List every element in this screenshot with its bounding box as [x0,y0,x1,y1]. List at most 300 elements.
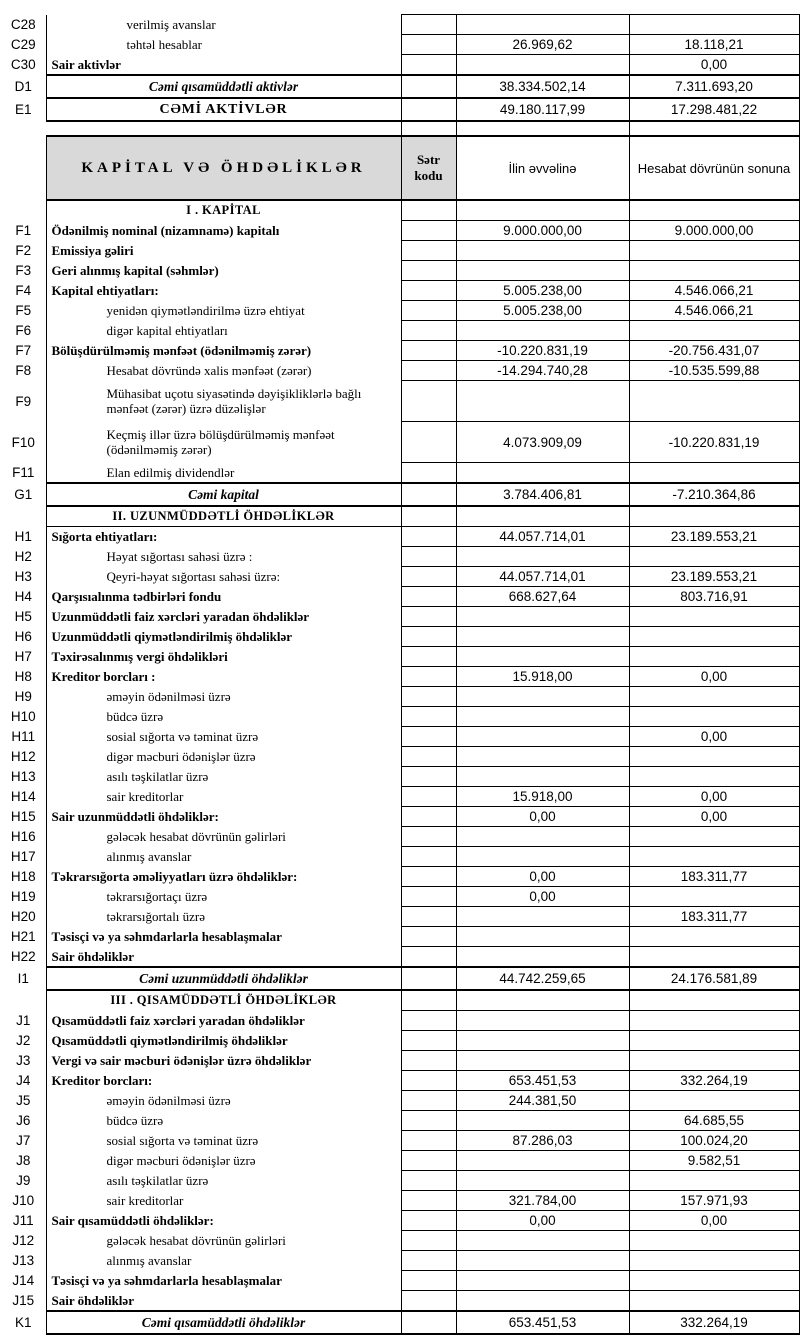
gutter-cell [1,136,46,200]
row-code-cell [401,15,456,35]
row-code-cell [401,1231,456,1251]
table-gap-row [1,121,799,135]
table-row [1,1251,799,1271]
value-end-cell: -7.210.364,86 [629,483,799,506]
table-row [1,887,799,907]
value-start-cell [456,463,629,484]
row-code-cell [401,1171,456,1191]
value-start-cell [456,321,629,341]
table-row [1,1311,799,1334]
row-code: H11 [11,729,36,744]
row-code-cell [401,35,456,55]
table-header-row [1,136,799,200]
gap-value-start-cell [456,121,629,135]
row-code: J1 [16,1013,31,1028]
row-label: təhtəl hesablar [46,35,401,55]
row-label: Mühasibat uçotu siyasətində dəyişikliklərlə bağlı mənfəət (zərər) üzrə düzəlişlər [46,381,401,422]
value-end-cell: 0,00 [629,55,799,76]
value-start-cell [456,727,629,747]
row-code: K1 [14,1315,32,1330]
row-code: F10 [11,434,35,450]
table-row [1,1131,799,1151]
value-end-cell: -10.535.599,88 [629,361,799,381]
gap-label-cell [46,121,401,135]
value-end-cell: 24.176.581,89 [629,967,799,990]
value-start-cell [456,907,629,927]
row-label: təkrarsığortaçı üzrə [46,887,401,907]
table-row [1,1231,799,1251]
table-row [1,341,799,361]
value-end-cell [629,1271,799,1291]
row-code-cell [401,1011,456,1031]
row-label: Uzunmüddətli faiz xərcləri yaradan öhdəliklər [46,607,401,627]
row-label: Cəmi qısamüddətli öhdəliklər [46,1311,401,1334]
table-row [1,1271,799,1291]
value-start-cell [456,15,629,35]
value-start-cell [456,381,629,422]
value-end-cell: 0,00 [629,727,799,747]
table-row [1,667,799,687]
value-end-cell [629,767,799,787]
table-row [1,1031,799,1051]
value-end-cell [629,707,799,727]
row-label: büdcə üzrə [46,1111,401,1131]
value-end-cell [629,1051,799,1071]
row-code-cell [401,281,456,301]
row-label: verilmiş avanslar [46,15,401,35]
value-start-cell [456,607,629,627]
row-code-cell [401,321,456,341]
value-start-cell: 5.005.238,00 [456,281,629,301]
row-code-cell [401,55,456,76]
row-code: H6 [14,629,32,644]
row-label: asılı təşkilatlar üzrə [46,1171,401,1191]
value-end-cell: 7.311.693,20 [629,75,799,98]
row-code-cell [401,1251,456,1271]
row-label: sair kreditorlar [46,787,401,807]
value-end-cell [629,1031,799,1051]
table-row [1,627,799,647]
row-code-cell [401,927,456,947]
row-code: H10 [10,709,36,724]
row-code: J3 [16,1053,31,1068]
table-row [1,527,799,547]
value-end-cell: 17.298.481,22 [629,98,799,121]
row-code-cell [401,967,456,990]
table-row [1,990,799,1011]
row-label: Kreditor borcları: [46,1071,401,1091]
value-end-cell: 183.311,77 [629,907,799,927]
value-start-cell [456,1031,629,1051]
row-code: F5 [15,303,32,318]
value-start-cell [456,707,629,727]
value-start-cell: 9.000.000,00 [456,221,629,241]
table-row [1,747,799,767]
row-code: F4 [15,283,32,298]
row-code-cell [401,807,456,827]
row-label: Cəmi qısamüddətli aktivlər [46,75,401,98]
value-start-cell: 4.073.909,09 [456,422,629,463]
table-row [1,1051,799,1071]
row-code-cell [401,767,456,787]
value-start-cell [456,1111,629,1131]
row-code-cell [401,567,456,587]
value-start-cell [456,1051,629,1071]
table-row [1,607,799,627]
row-label: Təkrarsığorta əməliyyatları üzrə öhdəliklər: [46,867,401,887]
row-label: Təsisçi və ya səhmdarlarla hesablaşmalar [46,927,401,947]
table-row [1,301,799,321]
row-code-cell [401,527,456,547]
value-start-cell: 44.057.714,01 [456,567,629,587]
value-end-cell [629,747,799,767]
row-label: Qeyri-həyat sığortası sahəsi üzrə: [46,567,401,587]
value-start-cell [456,747,629,767]
value-start-cell [456,1151,629,1171]
value-end-cell [629,607,799,627]
value-end-cell [629,687,799,707]
value-start-cell: -10.220.831,19 [456,341,629,361]
row-label: əməyin ödənilməsi üzrə [46,1091,401,1111]
value-start-cell [456,1291,629,1312]
row-code-cell [401,301,456,321]
row-code: H15 [10,809,36,824]
value-end-cell: 803.716,91 [629,587,799,607]
row-code: J7 [16,1133,31,1148]
value-end-cell: 23.189.553,21 [629,527,799,547]
table-row [1,35,799,55]
row-code: H3 [14,569,32,584]
row-code-cell [401,1111,456,1131]
row-code-cell [401,506,456,527]
value-start-cell [456,1171,629,1191]
table-row [1,422,799,463]
table-row [1,1071,799,1091]
value-start-cell: 3.784.406,81 [456,483,629,506]
value-end-cell [629,506,799,527]
row-label: CƏMİ AKTİVLƏR [46,98,401,121]
table-row [1,567,799,587]
table-row [1,967,799,990]
value-start-cell: 0,00 [456,1211,629,1231]
row-code [1,506,46,527]
value-start-cell [456,547,629,567]
row-code: J5 [16,1093,31,1108]
row-code: H18 [10,869,36,884]
value-end-cell: 64.685,55 [629,1111,799,1131]
value-start-cell: -14.294.740,28 [456,361,629,381]
row-code: D1 [14,79,32,94]
row-code: C29 [10,37,36,52]
table-row [1,907,799,927]
table-row [1,321,799,341]
value-end-cell: 9.582,51 [629,1151,799,1171]
row-label: əməyin ödənilməsi üzrə [46,687,401,707]
table-row [1,787,799,807]
column-header-period-end: Hesabat dövrünün sonuna [629,136,799,200]
value-end-cell [629,381,799,422]
row-label: Təsisçi və ya səhmdarlarla hesablaşmalar [46,1271,401,1291]
row-label: Kapital ehtiyatları: [46,281,401,301]
row-code: H13 [10,769,36,784]
table-row [1,1151,799,1171]
row-code-cell [401,1271,456,1291]
gap-value-end-cell [629,121,799,135]
row-code-cell [401,1151,456,1171]
value-end-cell: 157.971,93 [629,1191,799,1211]
row-label: III . QISAMÜDDƏTLİ ÖHDƏLİKLƏR [46,990,401,1011]
row-label: büdcə üzrə [46,707,401,727]
row-code: J15 [12,1293,35,1309]
row-code-cell [401,1051,456,1071]
table-row [1,55,799,76]
value-end-cell: 332.264,19 [629,1071,799,1091]
value-start-cell: 0,00 [456,867,629,887]
row-code: H19 [10,889,36,904]
row-label: Sair öhdəliklər [46,947,401,968]
value-start-cell [456,506,629,527]
table-row [1,15,799,35]
row-label: gələcək hesabat dövrünün gəlirləri [46,827,401,847]
row-label: alınmış avanslar [46,847,401,867]
row-code: J8 [16,1153,31,1168]
row-label: Sığorta ehtiyatları: [46,527,401,547]
row-code-cell [401,1191,456,1211]
value-start-cell [456,827,629,847]
table-row [1,647,799,667]
row-label: Cəmi kapital [46,483,401,506]
row-code-cell [401,361,456,381]
row-code: J13 [12,1253,35,1268]
value-start-cell: 87.286,03 [456,1131,629,1151]
row-code-cell [401,341,456,361]
table-row [1,927,799,947]
row-label: Geri alınmış kapital (səhmlər) [46,261,401,281]
table-row [1,381,799,422]
row-code: H17 [10,849,36,864]
value-end-cell [629,647,799,667]
row-code-cell [401,261,456,281]
value-start-cell: 244.381,50 [456,1091,629,1111]
value-start-cell [456,241,629,261]
row-code: F11 [12,465,35,481]
gap-code-cell [401,121,456,135]
row-label: Qısamüddətli faiz xərcləri yaradan öhdəliklər [46,1011,401,1031]
value-start-cell: 668.627,64 [456,587,629,607]
table-row [1,483,799,506]
value-start-cell [456,647,629,667]
value-start-cell: 44.742.259,65 [456,967,629,990]
row-code-cell [401,221,456,241]
table-row [1,807,799,827]
table-row [1,506,799,527]
row-code-cell [401,627,456,647]
value-end-cell: 9.000.000,00 [629,221,799,241]
value-end-cell: 0,00 [629,667,799,687]
value-end-cell: 100.024,20 [629,1131,799,1151]
row-code: H14 [10,789,36,804]
row-code-cell [401,1071,456,1091]
row-code: J4 [16,1073,31,1088]
row-label: sosial sığorta və təminat üzrə [46,727,401,747]
row-label: digər kapital ehtiyatları [46,321,401,341]
table-row [1,707,799,727]
value-start-cell [456,1251,629,1271]
row-label: Ödənilmiş nominal (nizamnamə) kapitalı [46,221,401,241]
row-label: sosial sığorta və təminat üzrə [46,1131,401,1151]
table-row [1,867,799,887]
value-end-cell: 4.546.066,21 [629,281,799,301]
row-label: Təxirəsalınmış vergi öhdəlikləri [46,647,401,667]
row-code: H2 [14,549,32,564]
row-code-cell [401,1131,456,1151]
row-code: J14 [12,1273,35,1288]
value-end-cell [629,321,799,341]
row-label: digər məcburi ödənişlər üzrə [46,1151,401,1171]
row-code-cell [401,990,456,1011]
row-code-cell [401,75,456,98]
row-code: J12 [12,1233,35,1248]
row-label: Keçmiş illər üzrə bölüşdürülməmiş mənfəət (ödənilməmiş zərər) [46,422,401,463]
value-end-cell [629,927,799,947]
table-row [1,547,799,567]
table-row [1,727,799,747]
row-code-cell [401,747,456,767]
row-code-cell [401,787,456,807]
table-row [1,98,799,121]
table-row [1,1291,799,1312]
row-label: Sair aktivlər [46,55,401,76]
row-label: yenidən qiymətləndirilmə üzrə ehtiyat [46,301,401,321]
value-start-cell [456,1011,629,1031]
row-code-cell [401,1311,456,1334]
value-end-cell [629,1091,799,1111]
value-start-cell [456,200,629,221]
table-row [1,827,799,847]
row-label: Emissiya gəliri [46,241,401,261]
row-code: J2 [16,1033,31,1048]
row-label: I . KAPİTAL [46,200,401,221]
row-code: H20 [10,909,36,924]
row-code-cell [401,200,456,221]
row-code: H9 [14,689,32,704]
row-code-cell [401,607,456,627]
row-code: F3 [15,263,32,278]
row-code-cell [401,1031,456,1051]
value-start-cell: 321.784,00 [456,1191,629,1211]
row-code: F1 [15,223,32,238]
value-end-cell: 0,00 [629,1211,799,1231]
value-end-cell [629,241,799,261]
row-label: gələcək hesabat dövrünün gəlirləri [46,1231,401,1251]
row-label: Sair uzunmüddətli öhdəliklər: [46,807,401,827]
row-code: F7 [15,343,32,358]
row-code-cell [401,241,456,261]
row-code: H12 [10,749,36,764]
row-code [1,200,46,221]
row-code: E1 [14,102,32,117]
value-start-cell: 0,00 [456,887,629,907]
row-code-cell [401,422,456,463]
row-code: F6 [15,323,32,338]
table-row [1,75,799,98]
value-end-cell: -10.220.831,19 [629,422,799,463]
table-row [1,587,799,607]
row-code: H1 [14,529,32,544]
value-end-cell [629,1011,799,1031]
assets-table-bottom [1,14,800,135]
row-label: Qısamüddətli qiymətləndirilmiş öhdəliklər [46,1031,401,1051]
row-code [1,990,46,1011]
table-row [1,281,799,301]
row-label: Sair öhdəliklər [46,1291,401,1312]
table-row [1,1191,799,1211]
value-end-cell [629,15,799,35]
table-row [1,463,799,484]
row-code-cell [401,1091,456,1111]
row-label: asılı təşkilatlar üzrə [46,767,401,787]
capital-liabilities-table [1,135,800,1335]
row-code-cell [401,647,456,667]
row-code-cell [401,463,456,484]
value-end-cell [629,990,799,1011]
row-code-cell [401,847,456,867]
row-code-cell [401,907,456,927]
value-end-cell: 4.546.066,21 [629,301,799,321]
row-code: H8 [14,669,32,684]
row-code: H4 [14,589,32,604]
row-label: Vergi və sair məcburi ödənişlər üzrə öhdəliklər [46,1051,401,1071]
value-end-cell [629,887,799,907]
row-label: alınmış avanslar [46,1251,401,1271]
value-start-cell [456,261,629,281]
column-header-row-code: Sətr kodu [401,136,456,200]
row-label: sair kreditorlar [46,1191,401,1211]
row-code-cell [401,1211,456,1231]
value-start-cell: 49.180.117,99 [456,98,629,121]
value-start-cell [456,1271,629,1291]
value-end-cell [629,827,799,847]
value-start-cell: 38.334.502,14 [456,75,629,98]
row-code: H21 [10,929,36,944]
table-row [1,947,799,968]
value-start-cell: 44.057.714,01 [456,527,629,547]
table-row [1,687,799,707]
value-end-cell: 0,00 [629,787,799,807]
value-start-cell: 653.451,53 [456,1071,629,1091]
value-end-cell: 18.118,21 [629,35,799,55]
value-start-cell [456,687,629,707]
value-end-cell: 183.311,77 [629,867,799,887]
row-label: digər məcburi ödənişlər üzrə [46,747,401,767]
table-row [1,261,799,281]
row-code: I1 [17,971,29,986]
row-code-cell [401,483,456,506]
row-label: Sair qısamüddətli öhdəliklər: [46,1211,401,1231]
section-title: KAPİTAL VƏ ÖHDƏLİKLƏR [46,136,401,200]
row-label: Elan edilmiş dividendlər [46,463,401,484]
row-code: C28 [10,17,36,32]
table-row [1,1211,799,1231]
row-code-cell [401,887,456,907]
row-code-cell [401,667,456,687]
value-end-cell [629,847,799,867]
row-code-cell [401,98,456,121]
row-code-cell [401,707,456,727]
row-code-cell [401,381,456,422]
value-start-cell [456,767,629,787]
value-start-cell [456,847,629,867]
